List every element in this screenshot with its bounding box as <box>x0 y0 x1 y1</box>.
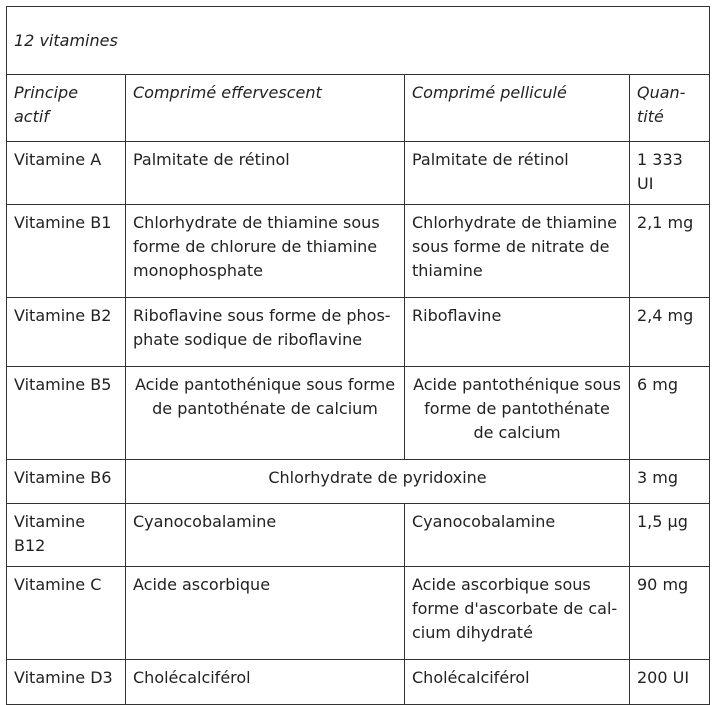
header-effervescent: Comprimé effervescent <box>126 75 405 142</box>
cell-principe: Vitamine B5 <box>7 367 126 460</box>
cell-effervescent: Acide pantothénique sous forme de pantothénate de calcium <box>126 367 405 460</box>
cell-pellicule: Riboflavine <box>405 298 630 367</box>
cell-pellicule: Acide ascorbique sous forme d'ascorbate de cal- cium dihydraté <box>405 567 630 660</box>
cell-effervescent: Palmitate de rétinol <box>126 142 405 205</box>
cell-quantite: 6 mg <box>630 367 710 460</box>
cell-quantite: 200 UI <box>630 660 710 705</box>
cell-principe: Vitamine B12 <box>7 504 126 567</box>
table-row <box>7 367 710 460</box>
cell-principe: Vitamine A <box>7 142 126 205</box>
cell-quantite: 1,5 µg <box>630 504 710 567</box>
cell-principe: Vitamine B2 <box>7 298 126 367</box>
cell-merged-form: Chlorhydrate de pyridoxine <box>126 460 630 504</box>
header-principe: Principe actif <box>7 75 126 142</box>
cell-principe: Vitamine B1 <box>7 205 126 298</box>
cell-pellicule: Cholécalciférol <box>405 660 630 705</box>
cell-effervescent: Chlorhydrate de thiamine sous forme de chlorure de thiamine monophosphate <box>126 205 405 298</box>
header-row <box>7 75 710 142</box>
cell-principe: Vitamine B6 <box>7 460 126 504</box>
vitamin-table <box>6 6 710 705</box>
table-row <box>7 460 710 504</box>
cell-principe: Vitamine D3 <box>7 660 126 705</box>
header-pellicule: Comprimé pelliculé <box>405 75 630 142</box>
cell-quantite: 1 333 UI <box>630 142 710 205</box>
cell-quantite: 90 mg <box>630 567 710 660</box>
cell-quantite: 3 mg <box>630 460 710 504</box>
header-quantite: Quan- tité <box>630 75 710 142</box>
cell-effervescent: Riboflavine sous forme de phos- phate sodique de riboflavine <box>126 298 405 367</box>
table-row <box>7 660 710 705</box>
cell-pellicule: Chlorhydrate de thiamine sous forme de nitrate de thiamine <box>405 205 630 298</box>
cell-pellicule: Acide pantothénique sous forme de pantothénate de calcium <box>405 367 630 460</box>
table-row <box>7 298 710 367</box>
vitamin-table-container <box>6 6 709 705</box>
cell-quantite: 2,4 mg <box>630 298 710 367</box>
table-row <box>7 142 710 205</box>
cell-effervescent: Cyanocobalamine <box>126 504 405 567</box>
table-caption: 12 vitamines <box>7 7 710 75</box>
table-row <box>7 205 710 298</box>
caption-row <box>7 7 710 75</box>
cell-pellicule: Palmitate de rétinol <box>405 142 630 205</box>
cell-effervescent: Cholécalciférol <box>126 660 405 705</box>
cell-principe: Vitamine C <box>7 567 126 660</box>
table-row <box>7 567 710 660</box>
table-row <box>7 504 710 567</box>
cell-quantite: 2,1 mg <box>630 205 710 298</box>
cell-pellicule: Cyanocobalamine <box>405 504 630 567</box>
cell-effervescent: Acide ascorbique <box>126 567 405 660</box>
